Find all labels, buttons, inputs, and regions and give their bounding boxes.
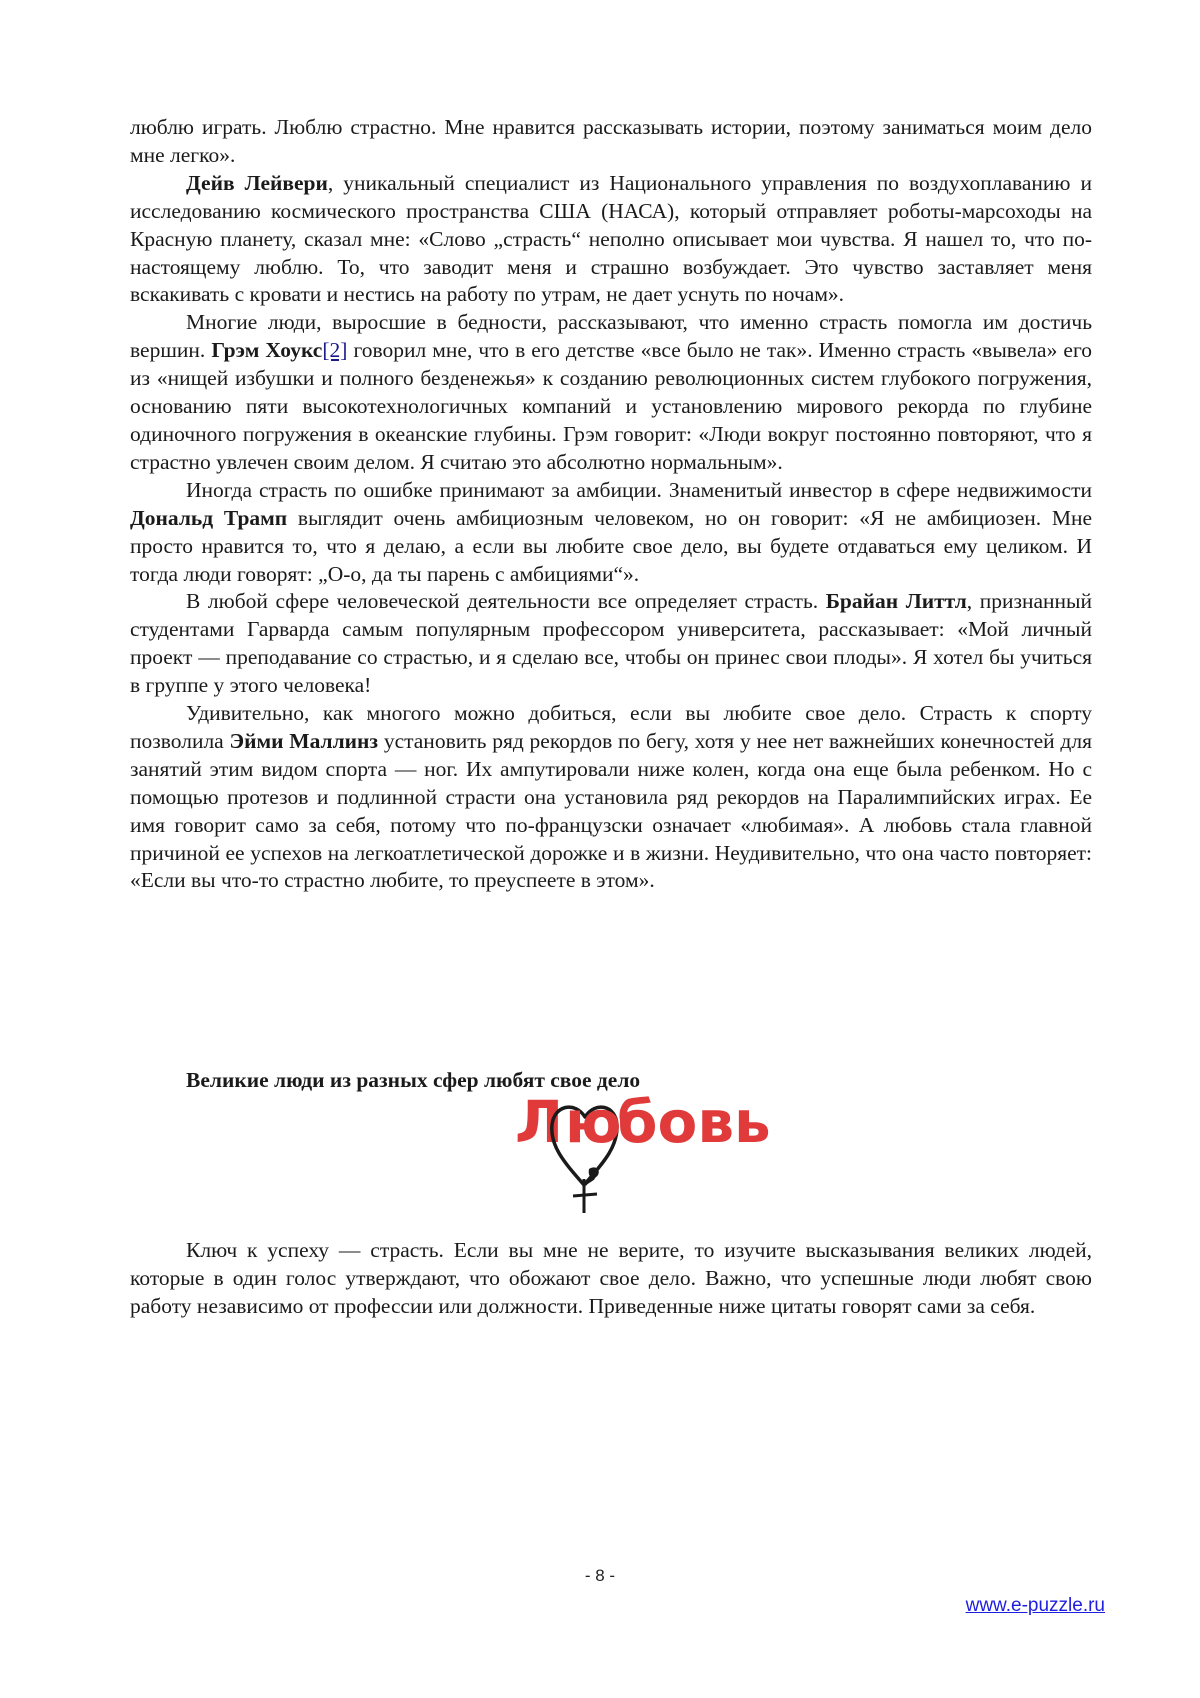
text-run: , признанный студентами Гарварда самым популярным профессором университета, рассказывает: «Мой личный проект — преподавание со страстью, и я сделаю все, чтобы он принес свои плоды». Я хотел бы учиться в группе у этого человека! <box>130 589 1092 698</box>
person-name: Дональд Трамп <box>130 505 288 530</box>
paragraph <box>130 588 1092 700</box>
person-name: Дейв Лейвери <box>186 170 328 195</box>
text-run: Многие люди, выросшие в бедности, рассказывают, что именно страсть помогла им достичь вершин. <box>130 310 1092 363</box>
text-run: установить ряд рекордов по бегу, хотя у нее нет важнейших конечностей для занятий этим видом спорта — ног. Их ампутировали ниже колен, когда она еще была ребенком. Но с помощью протезов и подлинной страсти она установила ряд рекордов на Паралимпийских играх. Ее имя говорит само за себя, потому что по-французски означает «любимая». А любовь стала главной причиной ее успехов на легкоатлетической дорожке и в жизни. Неудивительно, что она часто повторяет: «Если вы что-то страстно любите, то преуспеете в этом». <box>130 728 1092 893</box>
logo-letters-right: бовь <box>617 1088 771 1156</box>
paragraph <box>130 170 1092 310</box>
text-run: выглядит очень амбициозным человеком, но он говорит: «Я не амбициозен. Мне просто нравится то, что я делаю, а если вы любите свое дело, вы будете отдаваться ему целиком. И тогда люди говорят: „О-о, да ты парень с амбициями“». <box>130 505 1093 586</box>
footnote-link[interactable]: [2] <box>322 338 348 363</box>
paragraph <box>130 309 1092 476</box>
text-run: говорил мне, что в его детстве «все было не так». Именно страсть «вывела» его из «нищей избушки и полного безденежья» к созданию революционных систем глубокого погружения, основанию пяти высокотехнологичных компаний и установлению мирового рекорда по глубине одиночного погружения в океанские глубины. Грэм говорит: «Люди вокруг постоянно повторяют, что я страстно увлечен своим делом. Я считаю это абсолютно нормальным». <box>130 338 1092 474</box>
logo-heart-letter: ю <box>565 1088 622 1156</box>
paragraph <box>130 700 1092 895</box>
paragraph <box>130 1237 1092 1321</box>
section-heading: Великие люди из разных сфер любят свое дело <box>186 1068 641 1092</box>
body-text <box>130 114 1092 895</box>
text-run: люблю играть. Люблю страстно. Мне нравится рассказывать истории, поэтому заниматься моим дело мне легко». <box>130 115 1092 167</box>
text-run: Удивительно, как многого можно добиться, если вы любите свое дело. Страсть к спорту позволила <box>130 701 1092 753</box>
page-number: - 8 - <box>584 1566 616 1585</box>
text-run: В любой сфере человеческой деятельности все определяет страсть. <box>186 589 826 614</box>
site-link[interactable]: www.e-puzzle.ru <box>965 1595 1105 1616</box>
person-name: Эйми Маллинз <box>229 728 379 753</box>
text-run: , уникальный специалист из Национального управления по воздухоплаванию и исследованию космического пространства США (НАСА), который отправляет роботы-марсоходы на Красную планету, сказал мне: «Слово „страсть“ неполно описывает мои чувства. Я нашел то, что по-настоящему люблю. То, что заводит меня и страшно возбуждает. Это чувство заставляет меня вскакивать с кровати и нестись на работу по утрам, не дает уснуть по ночам». <box>130 170 1092 307</box>
paragraph <box>130 477 1092 589</box>
person-name: Грэм Хоукс <box>211 338 323 363</box>
text-run: Ключ к успеху — страсть. Если вы мне не верите, то изучите высказывания великих людей, которые в один голос утверждают, что обожают свое дело. Важно, что успешные люди любят свою работу независимо от профессии или должности. Приведенные ниже цитаты говорят сами за себя. <box>130 1238 1092 1318</box>
text-run: Иногда страсть по ошибке принимают за амбиции. Знаменитый инвестор в сфере недвижимости <box>186 477 1092 502</box>
body-text-after <box>130 1237 1092 1321</box>
love-logo <box>505 1085 775 1215</box>
paragraph <box>130 114 1092 170</box>
person-name: Брайан Литтл <box>825 589 967 614</box>
logo-letter-left: Л <box>515 1088 564 1156</box>
